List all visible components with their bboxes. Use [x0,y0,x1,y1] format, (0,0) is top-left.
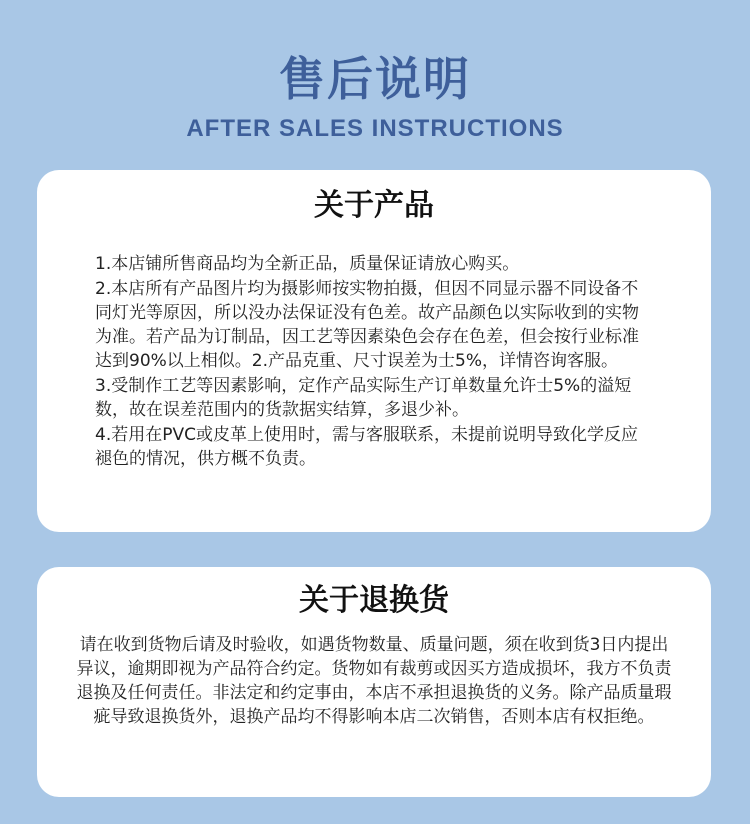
products-title: 关于产品 [314,188,434,223]
products-card [37,170,711,532]
returns-card [37,567,711,797]
returns-policy-text: 请在收到货物后请及时验收，如遇货物数量、质量问题，须在收到货3日内提出异议，逾期即视为产品符合约定。货物如有裁剪或因买方造成损坏，我方不负责退换及任何责任。非法定和约定事由，本店不承担退换货的义务。除产品质量瑕疵导致退换货外，退换产品均不得影响本店二次销售，否则本店有权拒绝。 [76,635,672,727]
product-note-3: 3.受制作工艺等因素影响，定作产品实际生产订单数量允许士5%的溢短数，故在误差范围内的货款据实结算，多退少补。 [95,376,632,420]
page-subtitle: AFTER SALES INSTRUCTIONS [186,115,564,143]
product-note-2: 2.本店所有产品图片均为摄影师按实物拍摄，但因不同显示器不同设备不同灯光等原因，所以没办法保证没有色差。故产品颜色以实际收到的实物为准。若产品为订制品，因工艺等因素染色会存在色差，但会按行业标准达到90%以上相似。2.产品克重、尺寸误差为士5%，详情咨询客服。 [95,279,639,371]
page-header [0,52,750,143]
returns-title: 关于退换货 [299,583,449,618]
page-title: 售后说明 [279,52,471,106]
product-note-4: 4.若用在PVC或皮革上使用时，需与客服联系，未提前说明导致化学反应褪色的情况，供方概不负责。 [95,425,638,469]
product-note-1: 1.本店铺所售商品均为全新正品，质量保证请放心购买。 [95,254,520,274]
